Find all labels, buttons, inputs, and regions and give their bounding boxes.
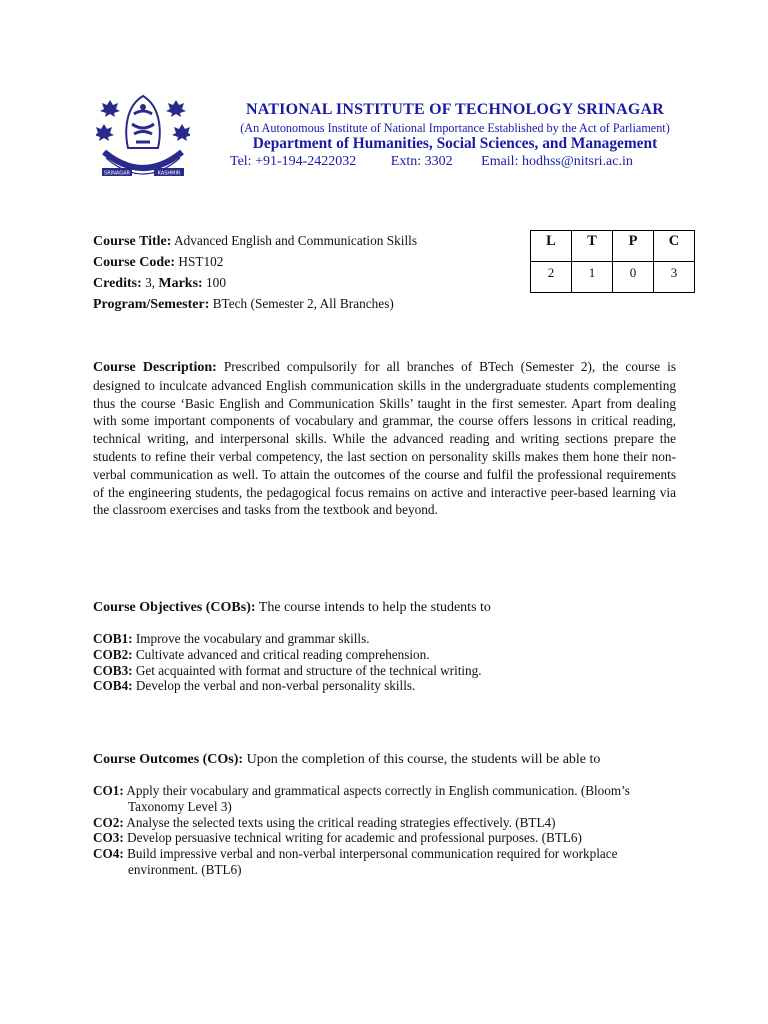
ltpc-value-l: 2 — [531, 262, 572, 293]
list-item: CO4: Build impressive verbal and non-verbal interpersonal communication required for workplace environment. (BTL6) — [93, 846, 618, 877]
outcomes-heading: Course Outcomes (COs): Upon the completion of this course, the students will be able to — [93, 752, 601, 767]
ltpc-header-p: P — [613, 231, 654, 262]
outcomes-list — [93, 783, 683, 878]
telephone: Tel: +91-194-2422032 — [230, 154, 357, 169]
list-item: COB4: Develop the verbal and non-verbal personality skills. — [93, 678, 416, 694]
course-info — [93, 231, 417, 315]
program-value: BTech (Semester 2, All Branches) — [212, 296, 394, 311]
list-item: COB1: Improve the vocabulary and grammar skills. — [93, 631, 370, 646]
email-link[interactable]: Email: hodhss@nitsri.ac.in — [481, 154, 633, 169]
objectives-list — [93, 631, 683, 694]
course-description — [93, 358, 676, 519]
marks-value: 100 — [206, 275, 226, 290]
ltpc-table — [530, 230, 695, 293]
ltpc-header-l: L — [531, 231, 572, 262]
list-item: CO3: Develop persuasive technical writing for academic and professional purposes. (BTL6) — [93, 830, 582, 846]
extension: Extn: 3302 — [390, 154, 453, 169]
course-code-row: Course Code: HST102 — [93, 254, 224, 270]
department-name: Department of Humanities, Social Sciences, and Management — [252, 135, 658, 152]
ltpc-value-p: 0 — [613, 262, 654, 293]
course-code: HST102 — [178, 254, 224, 269]
list-item: CO1: Apply their vocabulary and grammatical aspects correctly in English communication. (Bloom’s Taxonomy Level 3) — [93, 783, 630, 814]
svg-text:SRINAGAR: SRINAGAR — [104, 170, 130, 177]
credits-row: Credits: 3, Marks: 100 — [93, 275, 226, 291]
course-title-row: Course Title: Advanced English and Communication Skills — [93, 233, 418, 249]
list-item: COB2: Cultivate advanced and critical reading comprehension. — [93, 646, 430, 662]
institute-subtitle: (An Autonomous Institute of National Importance Established by the Act of Parliament) — [240, 121, 670, 135]
ltpc-header-c: C — [654, 231, 695, 262]
description-text: Prescribed compulsorily for all branches of BTech (Semester 2), the course is designed to inculcate advanced English communication skills in the undergraduate students complementing thus the course ‘Basic English and Communication Skills’ taught in the first semester. Apart from dealing with some important components of vocabulary and grammar, the course offers lessons in critical reading, technical writing, and interpersonal skills. While the advanced reading and writing sections prepare the students to refine their verbal competency, the last section on personality skills makes them hone their non-verbal communication as well. To attain the outcomes of the course and fulfil the professional requirements of the engineering students, the pedagogical focus remains on active and interactive peer-based learning via the classroom exercises and tasks from the textbook and beyond. — [93, 359, 676, 518]
program-row: Program/Semester: BTech (Semester 2, All Branches) — [93, 296, 394, 312]
credits-value: 3, — [145, 275, 156, 290]
institute-name: NATIONAL INSTITUTE OF TECHNOLOGY SRINAGAR — [245, 101, 665, 118]
institute-logo — [96, 92, 190, 184]
contact-line — [230, 154, 633, 170]
list-item: COB3: Get acquainted with format and structure of the technical writing. — [93, 662, 482, 678]
course-title: Advanced English and Communication Skills — [174, 233, 418, 248]
svg-text:KASHMIR: KASHMIR — [157, 170, 181, 177]
ltpc-header-t: T — [572, 231, 613, 262]
description-label: Course Description: — [93, 360, 217, 375]
list-item: CO2: Analyse the selected texts using the critical reading strategies effectively. (BTL4) — [93, 814, 556, 830]
objectives-heading: Course Objectives (COBs): The course intends to help the students to — [93, 600, 491, 615]
ltpc-value-t: 1 — [572, 262, 613, 293]
ltpc-value-c: 3 — [654, 262, 695, 293]
